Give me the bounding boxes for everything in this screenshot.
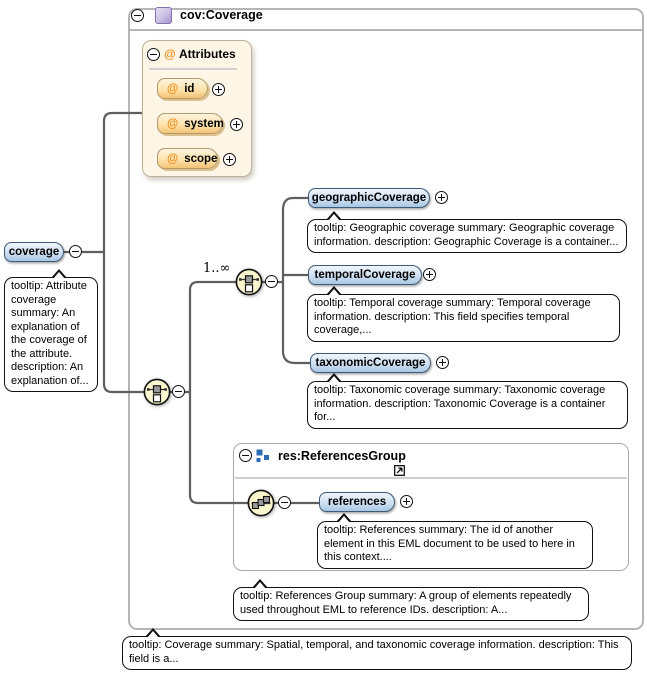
at-icon: @ (167, 117, 179, 130)
collapse-icon[interactable] (147, 48, 160, 61)
references-tooltip: tooltip: References summary: The id of another element in this EML document to be used to here in this context.... (317, 521, 593, 569)
root-type-title: cov:Coverage (180, 8, 263, 22)
references-group-title: res:ReferencesGroup (278, 449, 406, 463)
expand-icon[interactable] (436, 356, 449, 369)
occurrence-label: 1..∞ (203, 261, 231, 276)
collapse-icon[interactable] (239, 449, 252, 462)
element-geographic-coverage[interactable] (308, 188, 430, 208)
collapse-icon[interactable] (172, 385, 185, 398)
expand-icon[interactable] (400, 495, 413, 508)
header-separator (130, 29, 642, 31)
goto-definition-icon[interactable] (394, 463, 405, 481)
taxonomic-coverage-tooltip: tooltip: Taxonomic coverage summary: Taxonomic coverage information. description: Taxonomic Coverage is a container for... (307, 381, 628, 429)
attribute-scope[interactable] (157, 148, 218, 169)
choice-compositor-icon[interactable] (247, 489, 275, 517)
sequence-compositor-icon[interactable] (143, 378, 171, 406)
collapse-icon[interactable] (69, 245, 82, 258)
element-label: temporalCoverage (314, 269, 416, 281)
element-label: geographicCoverage (311, 192, 427, 204)
complex-type-icon (155, 7, 172, 24)
coverage-tooltip: tooltip: Attribute coverage summary: An explanation of the coverage of the attribute. description: An explanation of... (4, 277, 98, 392)
expand-icon[interactable] (223, 153, 236, 166)
temporal-coverage-tooltip: tooltip: Temporal coverage summary: Temporal coverage information. description: This field specifies temporal coverage,... (307, 294, 620, 342)
attribute-label: id (184, 82, 195, 95)
attributes-panel-title: Attributes (179, 47, 236, 61)
element-temporal-coverage[interactable] (308, 265, 422, 285)
collapse-icon[interactable] (278, 496, 291, 509)
expand-icon[interactable] (435, 191, 448, 204)
group-icon (256, 449, 270, 468)
element-label: coverage (8, 246, 60, 258)
element-label: references (327, 496, 387, 508)
references-group-tooltip: tooltip: References Group summary: A group of elements repeatedly used throughout EML to reference IDs. description: A... (233, 587, 589, 621)
refgroup-separator (235, 477, 627, 479)
element-coverage[interactable] (4, 242, 64, 262)
coverage-type-tooltip: tooltip: Coverage summary: Spatial, temporal, and taxonomic coverage information. description: This field is a... (122, 636, 632, 670)
at-icon: @ (164, 47, 176, 61)
expand-icon[interactable] (423, 268, 436, 281)
collapse-icon[interactable] (265, 275, 278, 288)
geographic-coverage-tooltip: tooltip: Geographic coverage summary: Geographic coverage information. description: Geographic Coverage is a container... (307, 219, 627, 253)
sequence-compositor-icon[interactable] (235, 268, 263, 296)
element-references[interactable] (319, 492, 395, 512)
element-label: taxonomicCoverage (315, 357, 426, 369)
attribute-id[interactable] (157, 78, 208, 99)
at-icon: @ (167, 152, 179, 165)
attributes-panel (142, 40, 252, 177)
attribute-label: system (184, 117, 224, 130)
attribute-label: scope (184, 152, 218, 165)
collapse-icon[interactable] (131, 9, 144, 22)
element-taxonomic-coverage[interactable] (310, 353, 431, 373)
panel-separator (149, 68, 237, 70)
attribute-system[interactable] (157, 113, 223, 134)
expand-icon[interactable] (212, 83, 225, 96)
expand-icon[interactable] (230, 118, 243, 131)
at-icon: @ (167, 82, 179, 95)
